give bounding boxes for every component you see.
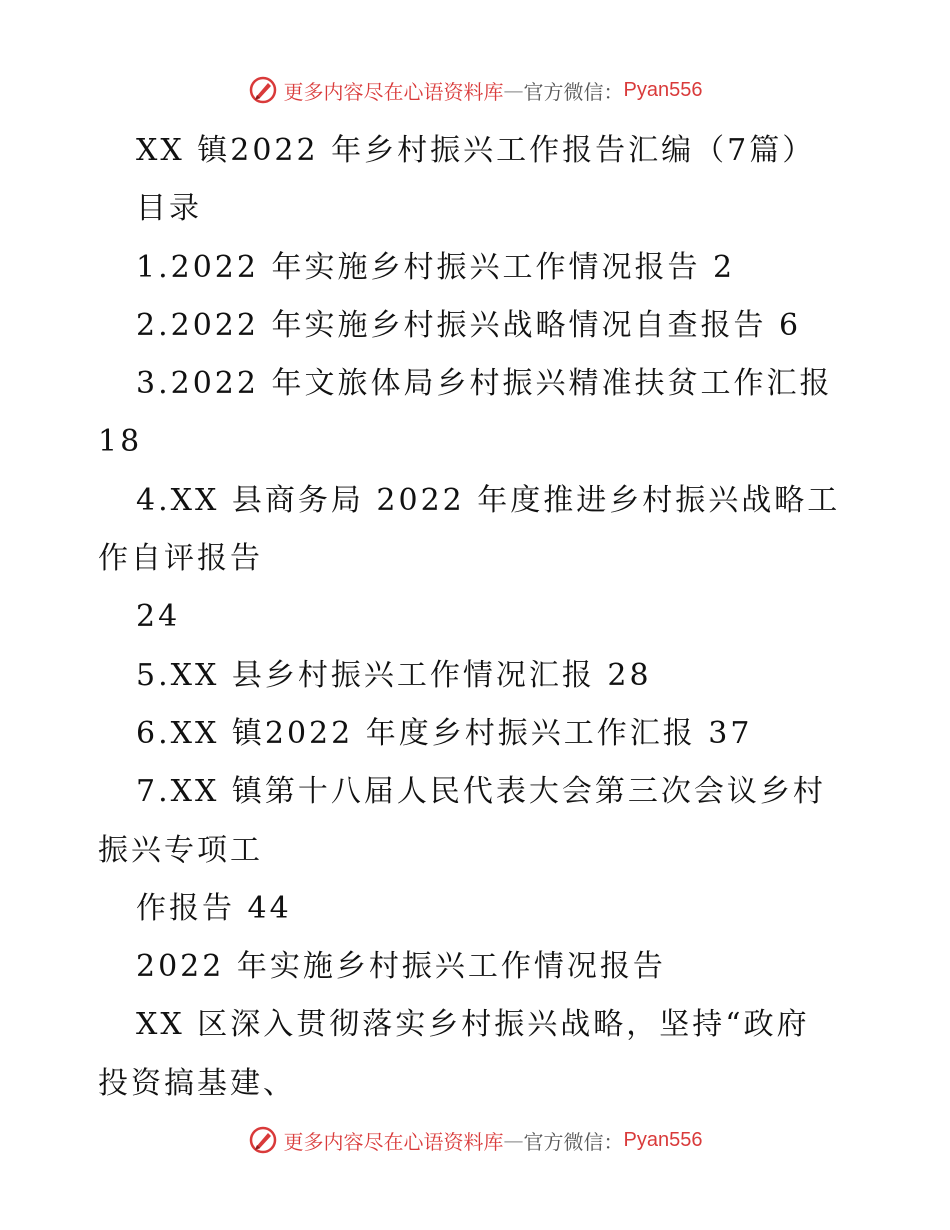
text-line: 7.XX 镇第十八届人民代表大会第三次会议乡村 [136,774,826,810]
pen-logo-icon [248,75,278,105]
text-line: 2022 年实施乡村振兴工作情况报告 [136,949,666,985]
text-line: 1.2022 年实施乡村振兴工作情况报告 2 [136,249,736,285]
header-banner [0,72,950,108]
banner-text: 更多内容尽在心语资料库 [283,1129,504,1154]
text-line: 5.XX 县乡村振兴工作情况汇报 28 [136,657,652,693]
text-line: 振兴专项工 [98,832,263,868]
text-line: 4.XX 县商务局 2022 年度推进乡村振兴战略工 [136,482,841,518]
text-line: 6.XX 镇2022 年度乡村振兴工作汇报 37 [136,715,753,751]
banner-text: 更多内容尽在心语资料库 [283,79,504,104]
banner-separator: — [503,1128,524,1152]
text-line: 18 [98,424,143,460]
document-title: XX 镇2022 年乡村振兴工作报告汇编（7篇） [136,133,816,168]
banner-wechat-id: Pyan556 [623,78,703,101]
banner-wechat-label: 官方微信： [523,1129,624,1154]
text-line: XX 区深入贯彻落实乡村振兴战略，坚持“政府 [136,1007,810,1043]
text-line: 作自评报告 [98,541,263,577]
text-line: 2.2022 年实施乡村振兴战略情况自查报告 6 [136,307,802,343]
text-line: 3.2022 年文旅体局乡村振兴精准扶贫工作汇报 [136,366,833,402]
toc-lines [98,239,841,1113]
text-line: 作报告 44 [136,890,292,926]
banner-wechat-id: Pyan556 [623,1128,703,1151]
text-line: 投资搞基建、 [98,1065,296,1101]
footer-banner [0,1122,950,1158]
toc-heading: 目录 [136,191,202,227]
banner-wechat-label: 官方微信： [523,79,624,104]
text-line: 24 [136,599,181,635]
banner-separator: — [503,78,524,102]
document-body [98,122,841,1113]
pen-logo-icon [248,1125,278,1155]
